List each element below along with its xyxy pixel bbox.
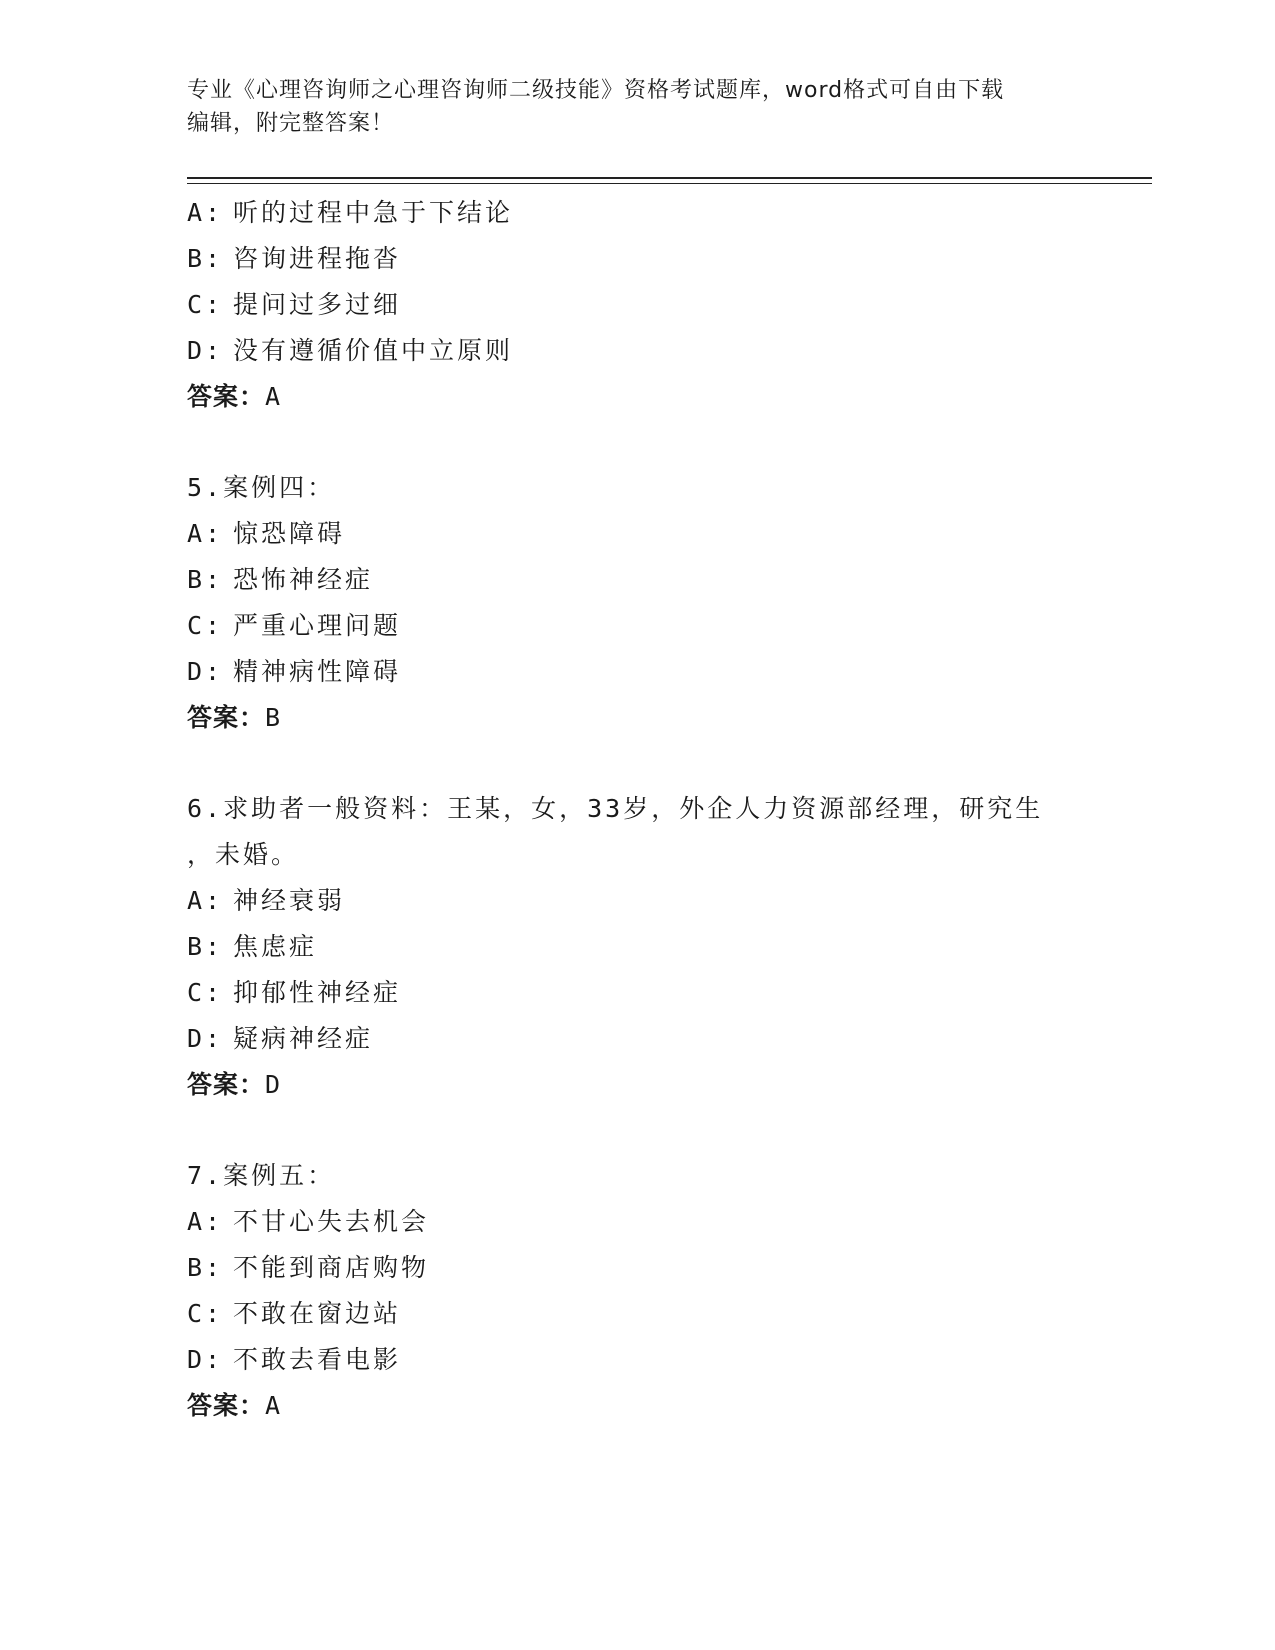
answer-label: 答案：: [187, 1391, 266, 1420]
option-text: 不甘心失去机会: [233, 1207, 430, 1236]
option-a: [187, 1199, 1087, 1245]
option-b: [187, 1245, 1087, 1291]
option-b: [187, 236, 1087, 282]
option-c: [187, 970, 1087, 1016]
option-text: 惊恐障碍: [233, 519, 346, 548]
option-text: 不敢去看电影: [233, 1345, 402, 1374]
header-divider-thin: [187, 183, 1152, 184]
option-c: [187, 603, 1087, 649]
option-text: 神经衰弱: [233, 886, 346, 915]
option-text: 提问过多过细: [233, 290, 402, 319]
question-stem-continued: ，未婚。: [187, 840, 300, 869]
option-b: [187, 924, 1087, 970]
answer-line: [187, 374, 1087, 420]
option-letter: A:: [187, 519, 224, 548]
option-a: [187, 878, 1087, 924]
option-text: 精神病性障碍: [233, 657, 402, 686]
option-letter: C:: [187, 290, 224, 319]
option-letter: C:: [187, 978, 224, 1007]
option-letter: A:: [187, 886, 224, 915]
option-a: [187, 190, 1087, 236]
option-text: 恐怖神经症: [233, 565, 374, 594]
question-stem: 6.求助者一般资料：王某，女，33岁，外企人力资源部经理，研究生: [187, 794, 1044, 823]
option-letter: B:: [187, 565, 224, 594]
option-text: 咨询进程拖沓: [233, 244, 402, 273]
option-d: [187, 1016, 1087, 1062]
option-letter: C:: [187, 611, 224, 640]
option-d: [187, 328, 1087, 374]
option-text: 听的过程中急于下结论: [233, 198, 514, 227]
option-d: [187, 649, 1087, 695]
answer-value: A: [265, 1391, 282, 1420]
answer-label: 答案：: [187, 382, 266, 411]
header-line-1: 专业《心理咨询师之心理咨询师二级技能》资格考试题库，word格式可自由下载: [187, 78, 1005, 103]
answer-line: [187, 1062, 1087, 1108]
header-divider: [187, 177, 1152, 179]
option-c: [187, 282, 1087, 328]
option-letter: D:: [187, 336, 224, 365]
option-letter: C:: [187, 1299, 224, 1328]
option-b: [187, 557, 1087, 603]
option-a: [187, 511, 1087, 557]
option-letter: A:: [187, 198, 224, 227]
question-4-continued: [187, 190, 1087, 420]
question-stem: 5.案例四：: [187, 473, 336, 502]
option-text: 不敢在窗边站: [233, 1299, 402, 1328]
question-stem: 7.案例五：: [187, 1161, 336, 1190]
option-text: 焦虑症: [233, 932, 318, 961]
option-letter: A:: [187, 1207, 224, 1236]
answer-value: D: [265, 1070, 282, 1099]
question-7: [187, 1153, 1087, 1429]
option-text: 不能到商店购物: [233, 1253, 430, 1282]
option-letter: B:: [187, 932, 224, 961]
option-text: 严重心理问题: [233, 611, 402, 640]
question-list: [187, 190, 1087, 1429]
option-letter: D:: [187, 1024, 224, 1053]
header-line-2: 编辑，附完整答案！: [187, 111, 395, 136]
option-letter: B:: [187, 244, 224, 273]
answer-value: A: [265, 382, 282, 411]
option-d: [187, 1337, 1087, 1383]
answer-line: [187, 695, 1087, 741]
answer-label: 答案：: [187, 703, 266, 732]
option-text: 抑郁性神经症: [233, 978, 402, 1007]
question-6: [187, 786, 1087, 1108]
option-letter: D:: [187, 657, 224, 686]
page-header: [187, 74, 1067, 140]
question-5: [187, 465, 1087, 741]
option-letter: B:: [187, 1253, 224, 1282]
option-letter: D:: [187, 1345, 224, 1374]
answer-line: [187, 1383, 1087, 1429]
option-text: 疑病神经症: [233, 1024, 374, 1053]
answer-value: B: [265, 703, 282, 732]
option-text: 没有遵循价值中立原则: [233, 336, 514, 365]
option-c: [187, 1291, 1087, 1337]
answer-label: 答案：: [187, 1070, 266, 1099]
